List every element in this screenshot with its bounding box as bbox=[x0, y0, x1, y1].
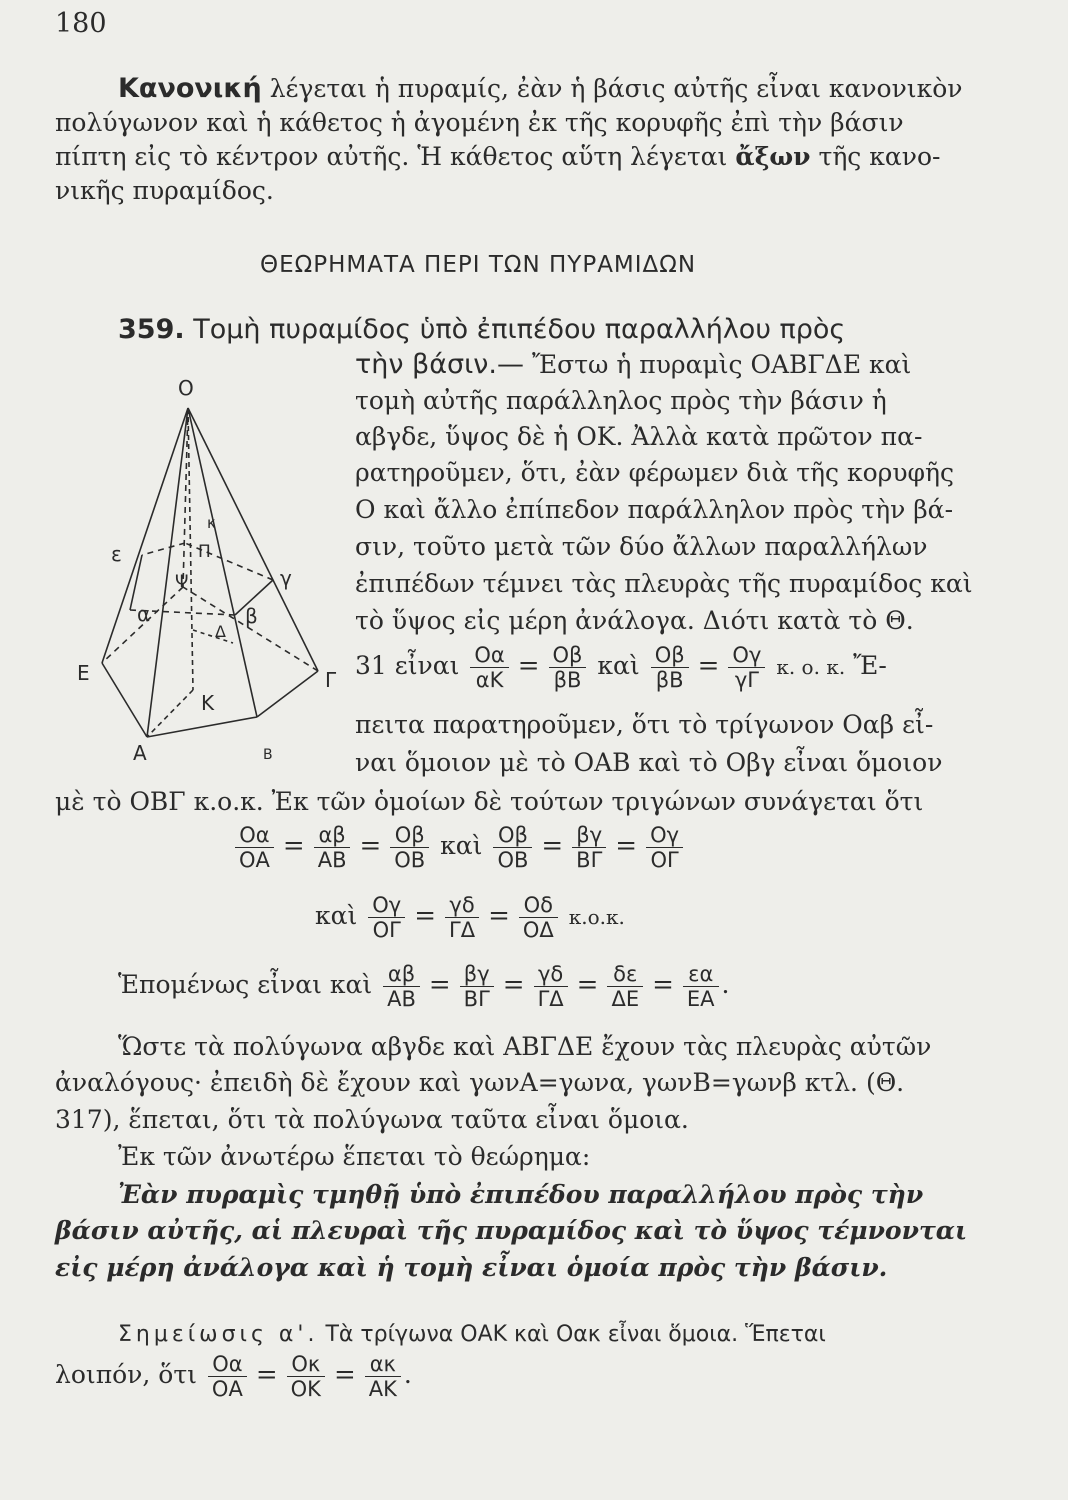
note-text: Τὰ τρίγωνα ΟΑΚ καὶ Οακ εἶναι ὅμοια. Ἕπεται bbox=[325, 1322, 826, 1347]
label-kappa: κ bbox=[207, 514, 216, 532]
line9-prefix: 31 εἶναι bbox=[355, 651, 460, 680]
theorem-line-6: σιν, τοῦτο μετὰ τῶν δύο ἄλλων παραλλήλων bbox=[355, 532, 928, 561]
theorem-title-text: Τομὴ πυραμίδος ὑπὸ ἐπιπέδου παραλλήλου πρὸς bbox=[193, 314, 846, 345]
label-Psi: Ψ bbox=[175, 572, 189, 592]
fraction: $\frac{O\alpha}{\alpha K}$ bbox=[470, 643, 508, 692]
base-AB bbox=[147, 717, 257, 737]
note-line-1 bbox=[118, 1318, 826, 1351]
fraction: $\frac{\alpha\beta}{AB}$ bbox=[383, 962, 420, 1011]
fraction: $\frac{\gamma\delta}{\Gamma\Delta}$ bbox=[445, 893, 479, 942]
label-K: Κ bbox=[201, 691, 215, 715]
theorem-line-3: αβγδε, ὕψος δὲ ἡ ΟΚ. Ἀλλὰ κατὰ πρῶτον πα- bbox=[355, 422, 923, 451]
label-E: Ε bbox=[77, 661, 90, 685]
pyramid-figure bbox=[75, 375, 350, 770]
para2-line-2: ἀναλόγους· ἐπειδὴ δὲ ἔχουν καὶ γωνΑ=γωνα, γωνΒ=γωνβ κτλ. (Θ. bbox=[55, 1068, 905, 1097]
fraction: $\frac{\alpha\beta}{AB}$ bbox=[314, 823, 351, 872]
label-B: Β bbox=[263, 747, 273, 763]
base-BG bbox=[257, 671, 318, 717]
intro-text-3a: πίπτη εἰς τὸ κέντρον αὐτῆς. Ἡ κάθετος αὕτη λέγεται bbox=[55, 142, 728, 171]
note-label: Σημείωσις α'. bbox=[118, 1322, 319, 1347]
label-g: γ bbox=[280, 566, 292, 590]
theorem-number: 359. bbox=[118, 314, 185, 345]
equation-row-1: $\frac{O\alpha}{OA}$ = $\frac{\alpha\beta}{AB}$ = $\frac{O\beta}{OB}$ καὶ $\frac{O\beta}{OB}$ = $\frac{\beta\gamma}{B\Gamma}$ = $\frac{O\gamma}{O\Gamma}$ bbox=[232, 823, 686, 872]
fraction: $\frac{O\alpha}{OA}$ bbox=[208, 1352, 247, 1401]
statement-line-3: εἰς μέρη ἀνάλογα καὶ ἡ τομὴ εἶναι ὁμοία πρὸς τὴν βάσιν. bbox=[55, 1253, 888, 1282]
hence-text: Ἑπομένως εἶναι καὶ bbox=[118, 970, 373, 999]
label-b: β bbox=[245, 604, 258, 628]
theorem-title-text-2: τὴν βάσιν.— bbox=[355, 349, 524, 380]
theorem-title-line-1 bbox=[118, 314, 845, 345]
theorem-title-line-2 bbox=[355, 348, 911, 381]
fraction: $\frac{\beta\gamma}{B\Gamma}$ bbox=[572, 823, 606, 872]
note-prefix: λοιπόν, ὅτι bbox=[55, 1360, 197, 1389]
note-line-2: λοιπόν, ὅτι $\frac{O\alpha}{OA}$ = $\frac{O\kappa}{OK}$ = $\frac{\alpha\kappa}{AK}$ . bbox=[55, 1352, 412, 1401]
para2-line-3: 317), ἕπεται, ὅτι τὰ πολύγωνα ταῦτα εἶναι ὅμοια. bbox=[55, 1105, 689, 1134]
fraction: $\frac{O\beta}{\beta B}$ bbox=[651, 643, 689, 692]
label-a: α bbox=[137, 602, 151, 626]
kai-word: καὶ bbox=[315, 901, 358, 930]
fraction: $\frac{\delta\varepsilon}{\Delta E}$ bbox=[607, 962, 643, 1011]
intro-line-1 bbox=[118, 72, 963, 105]
fraction: $\frac{\varepsilon\alpha}{EA}$ bbox=[683, 962, 719, 1011]
kai-word: καὶ bbox=[597, 651, 640, 680]
theorem-line-4: ρατηροῦμεν, ὅτι, ἐὰν φέρωμεν διὰ τῆς κορυφῆς bbox=[355, 458, 955, 487]
line9-suffix: Ἔ- bbox=[853, 651, 887, 680]
section-de bbox=[142, 543, 185, 555]
fraction: $\frac{O\beta}{\beta B}$ bbox=[549, 643, 587, 692]
theorem-line-11: ναι ὅμοιον μὲ τὸ ΟΑΒ καὶ τὸ Οβγ εἶναι ὅμοιον bbox=[355, 748, 943, 777]
equation-row-2: καὶ $\frac{O\gamma}{O\Gamma}$ = $\frac{\gamma\delta}{\Gamma\Delta}$ = $\frac{O\delta}{O\Delta}$ κ.ο.κ. bbox=[315, 893, 625, 942]
segment-inner bbox=[193, 630, 233, 643]
theorem-line-7: ἐπιπέδων τέμνει τὰς πλευρὰς τῆς πυραμίδος καὶ bbox=[355, 569, 973, 598]
fraction: $\frac{O\gamma}{\gamma\Gamma}$ bbox=[728, 643, 765, 692]
intro-term: Κανονική bbox=[118, 73, 262, 104]
fraction: $\frac{\beta\gamma}{B\Gamma}$ bbox=[460, 962, 494, 1011]
kai-word: καὶ bbox=[440, 831, 483, 860]
theorem-line-8: τὸ ὕψος εἰς μέρη ἀνάλογα. Διότι κατὰ τὸ Θ. bbox=[355, 606, 914, 635]
intro-text-1: λέγεται ἡ πυραμίς, ἐὰν ἡ βάσις αὐτῆς εἶναι κανονικὸν bbox=[269, 74, 963, 103]
fraction: $\frac{O\gamma}{O\Gamma}$ bbox=[646, 823, 683, 872]
intro-text-3b: τῆς κανο- bbox=[818, 142, 941, 171]
section-heading: ΘΕΩΡΗΜΑΤΑ ΠΕΡΙ ΤΩΝ ΠΥΡΑΜΙΔΩΝ bbox=[260, 252, 697, 278]
fraction: $\frac{\alpha\kappa}{AK}$ bbox=[365, 1352, 401, 1401]
theorem-line-5: Ο καὶ ἄλλο ἐπίπεδον παράλληλον πρὸς τὴν βά- bbox=[355, 495, 954, 524]
fraction: $\frac{O\kappa}{OK}$ bbox=[287, 1352, 325, 1401]
theorem-line-10: πειτα παρατηροῦμεν, ὅτι τὸ τρίγωνον Οαβ εἶ- bbox=[355, 710, 934, 739]
intro-line-4: νικῆς πυραμίδος. bbox=[55, 176, 274, 205]
kok-abbrev: κ. ο. κ. bbox=[776, 655, 846, 679]
intro-line-2: πολύγωνον καὶ ἡ κάθετος ἡ ἀγομένη ἐκ τῆς κορυφῆς ἐπὶ τὴν βάσιν bbox=[55, 108, 904, 137]
theorem-line-1: Ἔστω ἡ πυραμὶς ΟΑΒΓΔΕ καὶ bbox=[531, 350, 912, 379]
edge-OD bbox=[183, 408, 188, 587]
kok-abbrev: κ.ο.κ. bbox=[568, 905, 625, 929]
para3: Ἐκ τῶν ἀνωτέρω ἕπεται τὸ θεώρημα: bbox=[118, 1142, 591, 1171]
fraction: $\frac{O\alpha}{OA}$ bbox=[235, 823, 274, 872]
page-number: 180 bbox=[55, 8, 107, 39]
label-Pi: Π bbox=[198, 542, 211, 562]
label-e: ε bbox=[111, 542, 122, 566]
fraction: $\frac{O\gamma}{O\Gamma}$ bbox=[368, 893, 405, 942]
intro-line-3 bbox=[55, 140, 940, 173]
fraction: $\frac{\gamma\delta}{\Gamma\Delta}$ bbox=[534, 962, 568, 1011]
label-Delta: Δ bbox=[215, 622, 226, 641]
statement-line-2: βάσιν αὐτῆς, αἱ πλευραὶ τῆς πυραμίδος καὶ τὸ ὕψος τέμνονται bbox=[55, 1216, 968, 1245]
label-O: Ο bbox=[178, 376, 194, 400]
equation-row-3: Ἑπομένως εἶναι καὶ $\frac{\alpha\beta}{AB}$ = $\frac{\beta\gamma}{B\Gamma}$ = $\frac{\gamma\delta}{\Gamma\Delta}$ = $\frac{\delta\varepsilon}{\Delta E}$ = $\frac{\varepsilon\alpha}{EA}$ . bbox=[118, 962, 730, 1011]
label-A: Α bbox=[133, 741, 147, 765]
edge-OG bbox=[188, 408, 318, 671]
fraction: $\frac{O\beta}{OB}$ bbox=[390, 823, 429, 872]
fraction: $\frac{O\beta}{OB}$ bbox=[493, 823, 532, 872]
base-EA bbox=[102, 663, 147, 737]
edge-OB bbox=[188, 408, 257, 717]
theorem-line-12: μὲ τὸ ΟΒΓ κ.ο.κ. Ἐκ τῶν ὁμοίων δὲ τούτων τριγώνων συνάγεται ὅτι bbox=[55, 787, 924, 816]
theorem-line-2: τομὴ αὐτῆς παράλληλος πρὸς τὴν βάσιν ἡ bbox=[355, 386, 887, 415]
statement-line-1: Ἐὰν πυραμὶς τμηθῇ ὑπὸ ἐπιπέδου παραλλήλου πρὸς τὴν bbox=[118, 1180, 924, 1209]
fraction: $\frac{O\delta}{O\Delta}$ bbox=[519, 893, 558, 942]
para2-line-1: Ὥστε τὰ πολύγωνα αβγδε καὶ ΑΒΓΔΕ ἔχουν τὰς πλευρὰς αὐτῶν bbox=[118, 1032, 932, 1061]
height-OK bbox=[188, 408, 193, 690]
label-G: Γ bbox=[325, 668, 337, 692]
theorem-line-9: 31 εἶναι $\frac{O\alpha}{\alpha K}$ = $\frac{O\beta}{\beta B}$ καὶ $\frac{O\beta}{\beta B}$ = $\frac{O\gamma}{\gamma\Gamma}$ κ. ο. κ. Ἔ- bbox=[355, 643, 887, 692]
axis-term: ἄξων bbox=[735, 142, 811, 171]
